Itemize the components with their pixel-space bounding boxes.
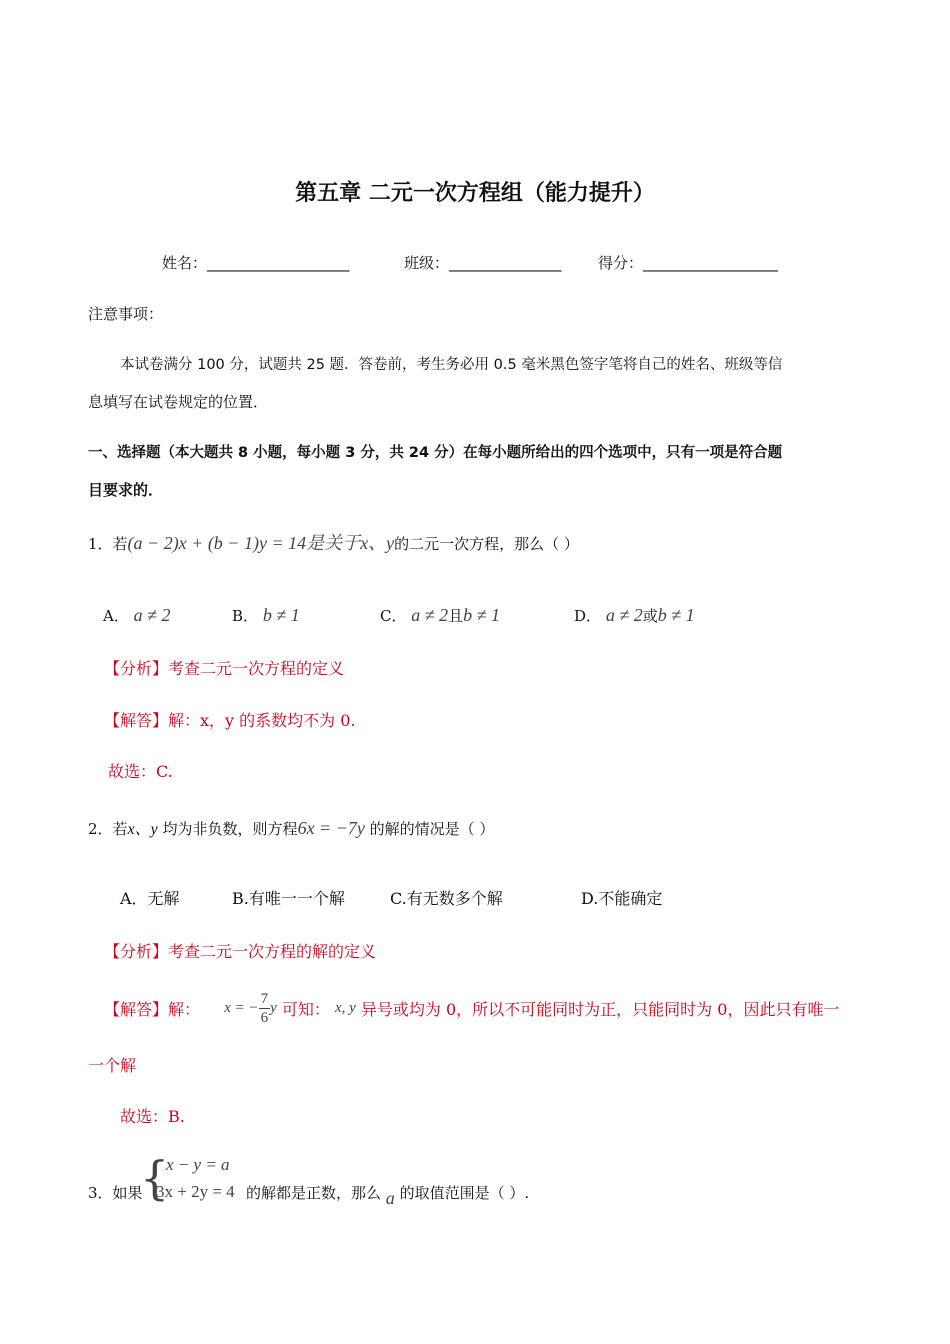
q2-analysis: 【分析】考查二元一次方程的解的定义: [104, 942, 377, 961]
q1-option-b-label: B．: [232, 607, 259, 625]
q1-option-c-math2: b ≠ 1: [463, 605, 501, 625]
equation-system-brace: {: [140, 1151, 170, 1205]
question-2-tail: 的解的情况是（ ）: [369, 820, 495, 838]
q1-option-d-math2: b ≠ 1: [657, 605, 695, 625]
q2-answer-line2: 一个解: [88, 1056, 137, 1075]
q2-answer-eq-var: y: [270, 1000, 277, 1016]
notice-heading: 注意事项：: [88, 305, 164, 323]
q1-option-a-label: A．: [103, 607, 129, 625]
q2-option-c[interactable]: C.有无数多个解: [390, 889, 503, 908]
question-3-eq1: x − y = a: [166, 1155, 230, 1174]
q2-option-a[interactable]: A．无解: [120, 889, 180, 908]
q1-answer: 【解答】解：x，y 的系数均不为 0.: [104, 711, 356, 730]
question-1: [88, 529, 579, 555]
q2-answer-prefix: 【解答】解：: [104, 1000, 201, 1019]
q2-answer: [104, 990, 839, 1027]
question-3-text: [246, 1182, 530, 1208]
q2-choice: 故选：B.: [120, 1107, 185, 1126]
question-2-prefix: 2．若: [88, 820, 128, 838]
question-1-expression: (a − 2)x + (b − 1)y = 14是关于x、y: [127, 533, 395, 553]
q2-answer-fraction-den: 6: [260, 1010, 269, 1026]
q1-analysis: 【分析】考查二元一次方程的定义: [104, 659, 345, 678]
question-3-eq2: 3x + 2y = 4: [156, 1182, 235, 1201]
question-2-equation: 6x = −7y: [297, 818, 365, 838]
q2-answer-vars: x, y: [334, 1000, 356, 1016]
q2-answer-mid: 可知：: [281, 1000, 330, 1019]
name-field[interactable]: 姓名：___________________: [162, 254, 350, 272]
class-field[interactable]: 班级：_______________: [404, 254, 562, 272]
q1-option-d-math1: a ≠ 2: [605, 605, 643, 625]
q2-answer-tail: 异号或均为 0，所以不可能同时为正，只能同时为 0，因此只有唯一: [360, 1000, 840, 1019]
section1-heading-line2: 目要求的．: [88, 481, 164, 499]
notice-line1: 本试卷满分 100 分，试题共 25 题．答卷前，考生务必用 0.5 毫米黑色签字笔将自己的姓名、班级等信: [120, 357, 783, 373]
q2-option-d[interactable]: D.不能确定: [581, 889, 663, 908]
q1-option-c-label: C．: [380, 607, 407, 625]
q1-option-c[interactable]: [380, 605, 500, 626]
question-3-mid: 的解都是正数，那么: [246, 1184, 382, 1202]
q1-option-a[interactable]: [103, 605, 171, 626]
question-2-vars: x、y: [127, 821, 158, 838]
q1-option-c-math1: a ≠ 2: [411, 605, 449, 625]
question-1-text: 的二元一次方程，那么（ ）: [394, 535, 579, 553]
q1-option-a-math: a ≠ 2: [133, 605, 171, 625]
q1-option-b[interactable]: [232, 605, 300, 626]
q1-choice: 故选：C.: [108, 762, 173, 781]
q2-answer-eq-left: x = −: [224, 1000, 259, 1016]
q2-option-b[interactable]: B.有唯一一个解: [232, 889, 345, 908]
notice-line2: 息填写在试卷规定的位置．: [88, 393, 269, 411]
section1-heading: 一、选择题（本大题共 8 小题，每小题 3 分，共 24 分）在每小题所给出的四个选项中，只有一项是符合题: [88, 445, 783, 461]
question-2-mid: 均为非负数，则方程: [162, 820, 298, 838]
page-title: 第五章 二元一次方程组（能力提升）: [295, 181, 655, 206]
q2-answer-fraction-num: 7: [260, 991, 269, 1007]
q1-option-d-label: D．: [574, 607, 602, 625]
question-3-var: a: [385, 1188, 395, 1208]
q1-option-b-math: b ≠ 1: [262, 605, 300, 625]
q1-option-c-join: 且: [448, 607, 464, 625]
q2-answer-fraction: [259, 990, 271, 1027]
question-3-prefix: 3．如果: [88, 1184, 143, 1202]
question-1-number: 1．若: [88, 535, 128, 553]
question-3-tail: 的取值范围是（ ）.: [399, 1184, 530, 1202]
score-field[interactable]: 得分：__________________: [598, 254, 779, 272]
q1-option-d[interactable]: [574, 605, 695, 626]
question-2: [88, 816, 494, 839]
q1-option-d-join: 或: [642, 607, 658, 625]
